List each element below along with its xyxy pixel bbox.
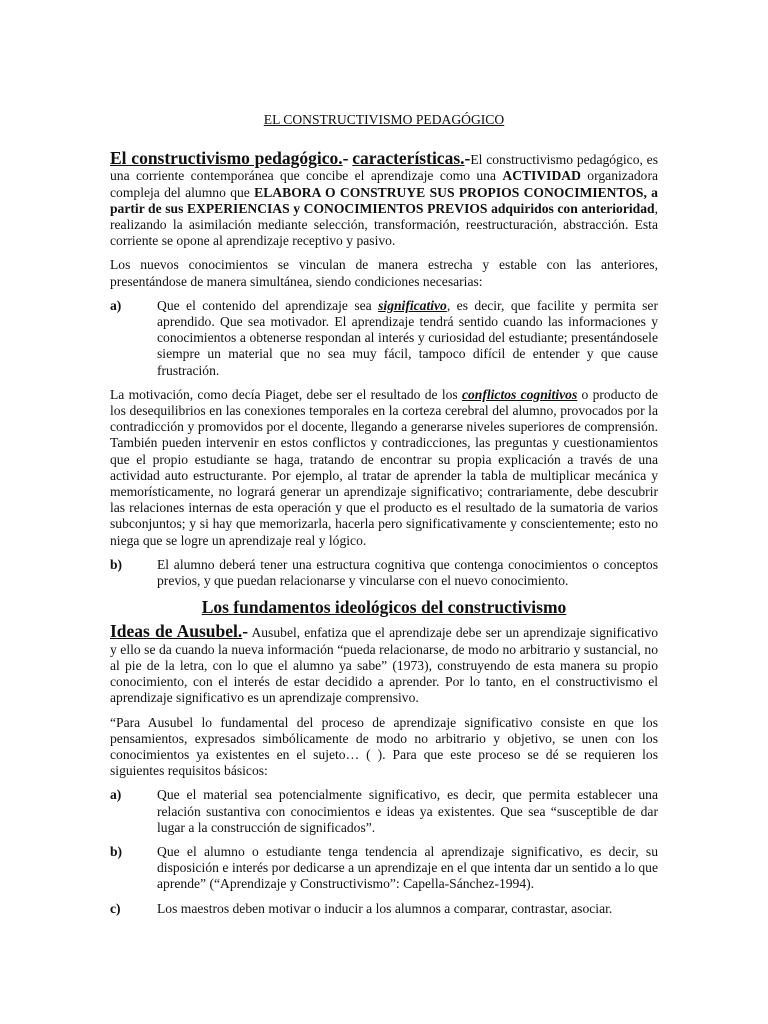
- intro-bold-1: ACTIVIDAD: [502, 168, 581, 184]
- section-title: Los fundamentos ideológicos del constructivismo: [201, 597, 567, 618]
- paragraph-intro: [110, 150, 658, 249]
- p3-text-1: La motivación, como decía Piaget, debe ser el resultado de los: [110, 386, 462, 402]
- list-label: a): [110, 787, 122, 803]
- list-item-a: [110, 298, 658, 379]
- list-text: Que el material sea potencialmente significativo, es decir, que permita establecer una relación sustantiva con conocimientos e ideas ya existentes. Que sea “susceptible de dar lugar a la construcción de significados”.: [157, 787, 658, 835]
- ausubel-heading: Ideas de Ausubel.: [110, 621, 243, 642]
- intro-bold-2: ELABORA O CONSTRUYE SUS PROPIOS CONOCIMIENTOS, a partir de sus EXPERIENCIAS y CONOCIMIENTOS PREVIOS adquiridos con anterioridad: [110, 184, 658, 216]
- list-text: El alumno deberá tener una estructura cognitiva que contenga conocimientos o conceptos previos, y que puedan relacionarse y vincularse con el nuevo conocimiento.: [157, 556, 658, 589]
- list-text: [157, 298, 658, 379]
- intro-text-2: organizadora compleja del alumno que: [110, 168, 659, 200]
- list-item: [110, 787, 658, 836]
- intro-heading: El constructivismo pedagógico.: [110, 148, 343, 169]
- paragraph-ausubel: [110, 623, 658, 706]
- list-text: Los maestros deben motivar o inducir a los alumnos a comparar, contrastar, asociar.: [157, 900, 613, 916]
- paragraph-3: [110, 387, 658, 549]
- list-label: b): [110, 556, 123, 572]
- p3-emphasis: conflictos cognitivos: [461, 386, 578, 402]
- p3-text-2: o producto de los desequilibrios en las conexiones temporales en la corteza cerebral del alumno, provocados por la contradicción y promovidos por el docente, llegando a generarse niveles superiores de comprensión. También pueden intervenir en estos conflictos y contradicciones, las preguntas y cuestionamientos que el propio estudiante se haga, tratando de encontrar su propia explicación a través de una actividad auto estructurante. Por ejemplo, al tratar de aprender la tabla de multiplicar mecánica y memorísticamente, no logrará generar un aprendizaje significativo; contrariamente, debe descubrir las relaciones internas de esta operación y que el producto es el resultado de la sumatoria de varios subconjuntos; y si hay que memorizarla, hacerla pero significativamente y conscientemente; esto no niega que se logre un aprendizaje real y lógico.: [110, 386, 658, 548]
- page-title: EL CONSTRUCTIVISMO PEDAGÓGICO: [263, 112, 505, 127]
- paragraph-5: “Para Ausubel lo fundamental del proceso de aprendizaje significativo consiste en que los pensamientos, expresados simbólicamente de modo no arbitrario y objetivo, se unen con los conocimientos ya existentes en el sujeto… ( ). Para que este proceso se dé se requieren los siguientes requisitos básicos:: [110, 714, 658, 779]
- item-a-emphasis: significativo: [378, 297, 447, 313]
- ausubel-text: Ausubel, enfatiza que el aprendizaje debe ser un aprendizaje significativo y ello se da cuando la nueva información “pueda relacionarse, de modo no arbitrario y sustancial, no al pie de la letra, con lo que el alumno ya sabe” (1973), construyendo de esta manera su propio conocimiento, con el interés de estar decidido a aprender. Por lo tanto, en el constructivismo el aprendizaje significativo es un aprendizaje comprensivo.: [110, 625, 658, 706]
- intro-text-3: , realizando la asimilación mediante selección, transformación, reestructuración, abstracción. Esta corriente se opone al aprendizaje receptivo y pasivo.: [110, 200, 658, 249]
- list-item: [110, 844, 658, 893]
- item-a-text-2: , es decir, que facilite y permita ser aprendido. Que sea motivador. El aprendizaje tendrá sentido cuando las informaciones y conocimientos a obtenerse respondan al interés y curiosidad del estudiante; presentándosele siempre un material que no sea muy fácil, tampoco difícil de entender y que cause frustración.: [157, 297, 658, 378]
- list-text: Que el alumno o estudiante tenga tendencia al aprendizaje significativo, es decir, su disposición e interés por dedicarse a un aprendizaje en el que intenta dar un sentido a lo que aprende” (“Aprendizaje y Constructivismo”: Capella-Sánchez-1994).: [157, 843, 658, 892]
- document-body: [110, 112, 658, 925]
- intro-dash-2: -: [464, 148, 471, 169]
- list-label: a): [110, 297, 122, 313]
- list-item: [110, 901, 658, 917]
- intro-text-1: El constructivismo pedagógico, es una corriente contemporánea que concibe el aprendizaje como una: [110, 152, 659, 184]
- intro-heading-2: características.: [352, 148, 465, 169]
- list-label: c): [110, 900, 121, 916]
- paragraph-2: Los nuevos conocimientos se vinculan de manera estrecha y estable con las anteriores, presentándose de manera simultánea, siendo condiciones necesarias:: [110, 257, 658, 289]
- item-a-text-1: Que el contenido del aprendizaje sea: [157, 297, 379, 313]
- list-label: b): [110, 843, 123, 859]
- list-item-b: [110, 557, 658, 589]
- ausubel-dash: -: [242, 621, 249, 642]
- intro-dash: -: [342, 148, 349, 169]
